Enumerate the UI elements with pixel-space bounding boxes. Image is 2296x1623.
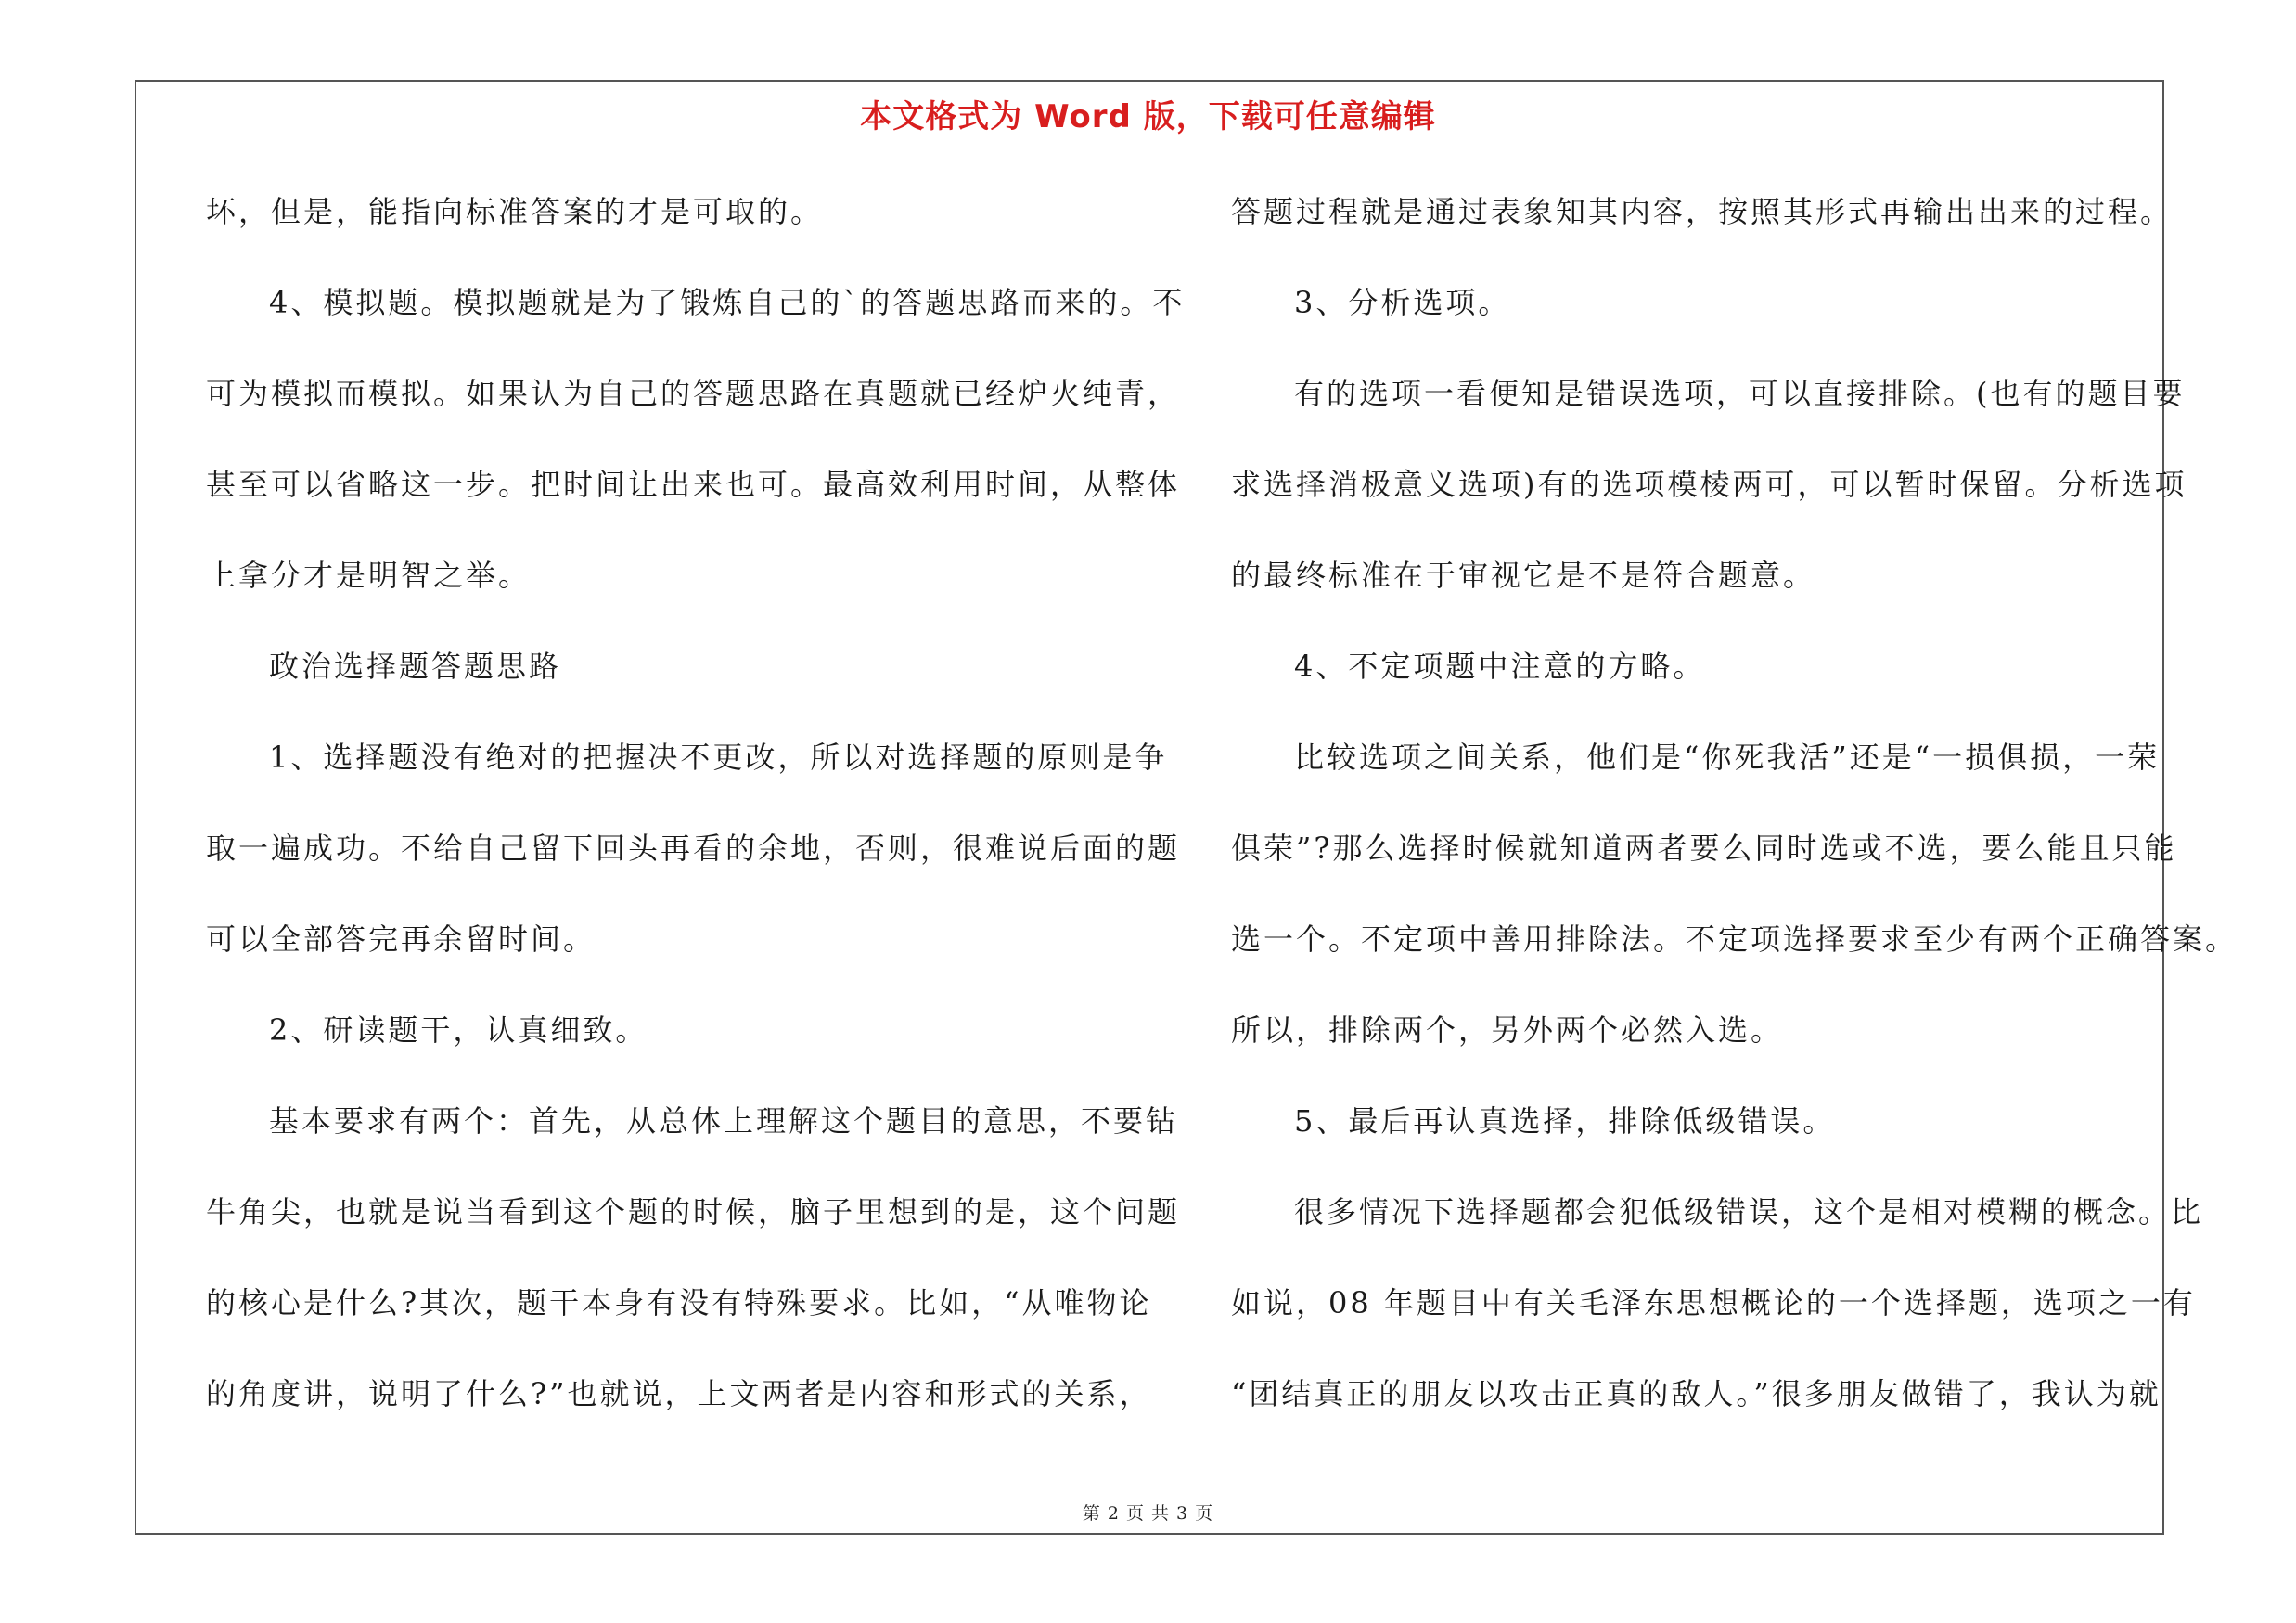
text-line: 答题过程就是通过表象知其内容，按照其形式再输出出来的过程。 <box>1231 194 2174 229</box>
document-header-title: 本文格式为 Word 版，下载可任意编辑 <box>860 98 1436 135</box>
text-line: 所以，排除两个，另外两个必然入选。 <box>1231 1012 1784 1048</box>
text-line: 上拿分才是明智之举。 <box>206 558 532 593</box>
text-line: 可以全部答完再余留时间。 <box>206 921 596 957</box>
page-number-footer: 第 2 页 共 3 页 <box>1082 1503 1214 1524</box>
text-line: 选一个。不定项中善用排除法。不定项选择要求至少有两个正确答案。 <box>1231 921 2238 957</box>
text-line: 牛角尖，也就是说当看到这个题的时候，脑子里想到的是，这个问题 <box>206 1194 1181 1230</box>
text-line: 比较选项之间关系，他们是“你死我活”还是“一损俱损，一荣 <box>1294 740 2161 775</box>
text-line: 4、不定项题中注意的方略。 <box>1294 649 1706 684</box>
text-line: 很多情况下选择题都会犯低级错误，这个是相对模糊的概念。比 <box>1294 1194 2204 1230</box>
text-line: 5、最后再认真选择，排除低级错误。 <box>1294 1103 1836 1139</box>
text-line: 政治选择题答题思路 <box>269 649 562 684</box>
right-text-column <box>1231 178 2238 1451</box>
text-line: 俱荣”?那么选择时候就知道两者要么同时选或不选，要么能且只能 <box>1231 831 2177 866</box>
text-line: 的角度讲，说明了什么?”也就说，上文两者是内容和形式的关系， <box>206 1376 1152 1411</box>
text-line: 的核心是什么?其次，题干本身有没有特殊要求。比如，“从唯物论 <box>206 1285 1152 1320</box>
text-line: 有的选项一看便知是错误选项，可以直接排除。(也有的题目要 <box>1294 376 2186 411</box>
text-line: 基本要求有两个：首先，从总体上理解这个题目的意思，不要钻 <box>269 1103 1179 1139</box>
text-line: “团结真正的朋友以攻击正真的敌人。”很多朋友做错了，我认为就 <box>1231 1376 2161 1411</box>
text-line: 甚至可以省略这一步。把时间让出来也可。最高效利用时间，从整体 <box>206 467 1181 502</box>
text-line: 可为模拟而模拟。如果认为自己的答题思路在真题就已经炉火纯青， <box>206 376 1181 411</box>
text-line: 4、模拟题。模拟题就是为了锻炼自己的`的答题思路而来的。不 <box>269 285 1186 320</box>
text-line: 求选择消极意义选项)有的选项模棱两可，可以暂时保留。分析选项 <box>1231 467 2187 502</box>
text-line: 坏，但是，能指向标准答案的才是可取的。 <box>206 194 824 229</box>
text-line: 2、研读题干，认真细致。 <box>269 1012 648 1048</box>
text-line: 3、分析选项。 <box>1294 285 1511 320</box>
left-text-column <box>206 178 1186 1451</box>
text-line: 如说，08 年题目中有关毛泽东思想概论的一个选择题，选项之一有 <box>1231 1285 2196 1320</box>
text-line: 1、选择题没有绝对的把握决不更改，所以对选择题的原则是争 <box>269 740 1168 775</box>
text-line: 取一遍成功。不给自己留下回头再看的余地，否则，很难说后面的题 <box>206 831 1181 866</box>
text-line: 的最终标准在于审视它是不是符合题意。 <box>1231 558 1816 593</box>
